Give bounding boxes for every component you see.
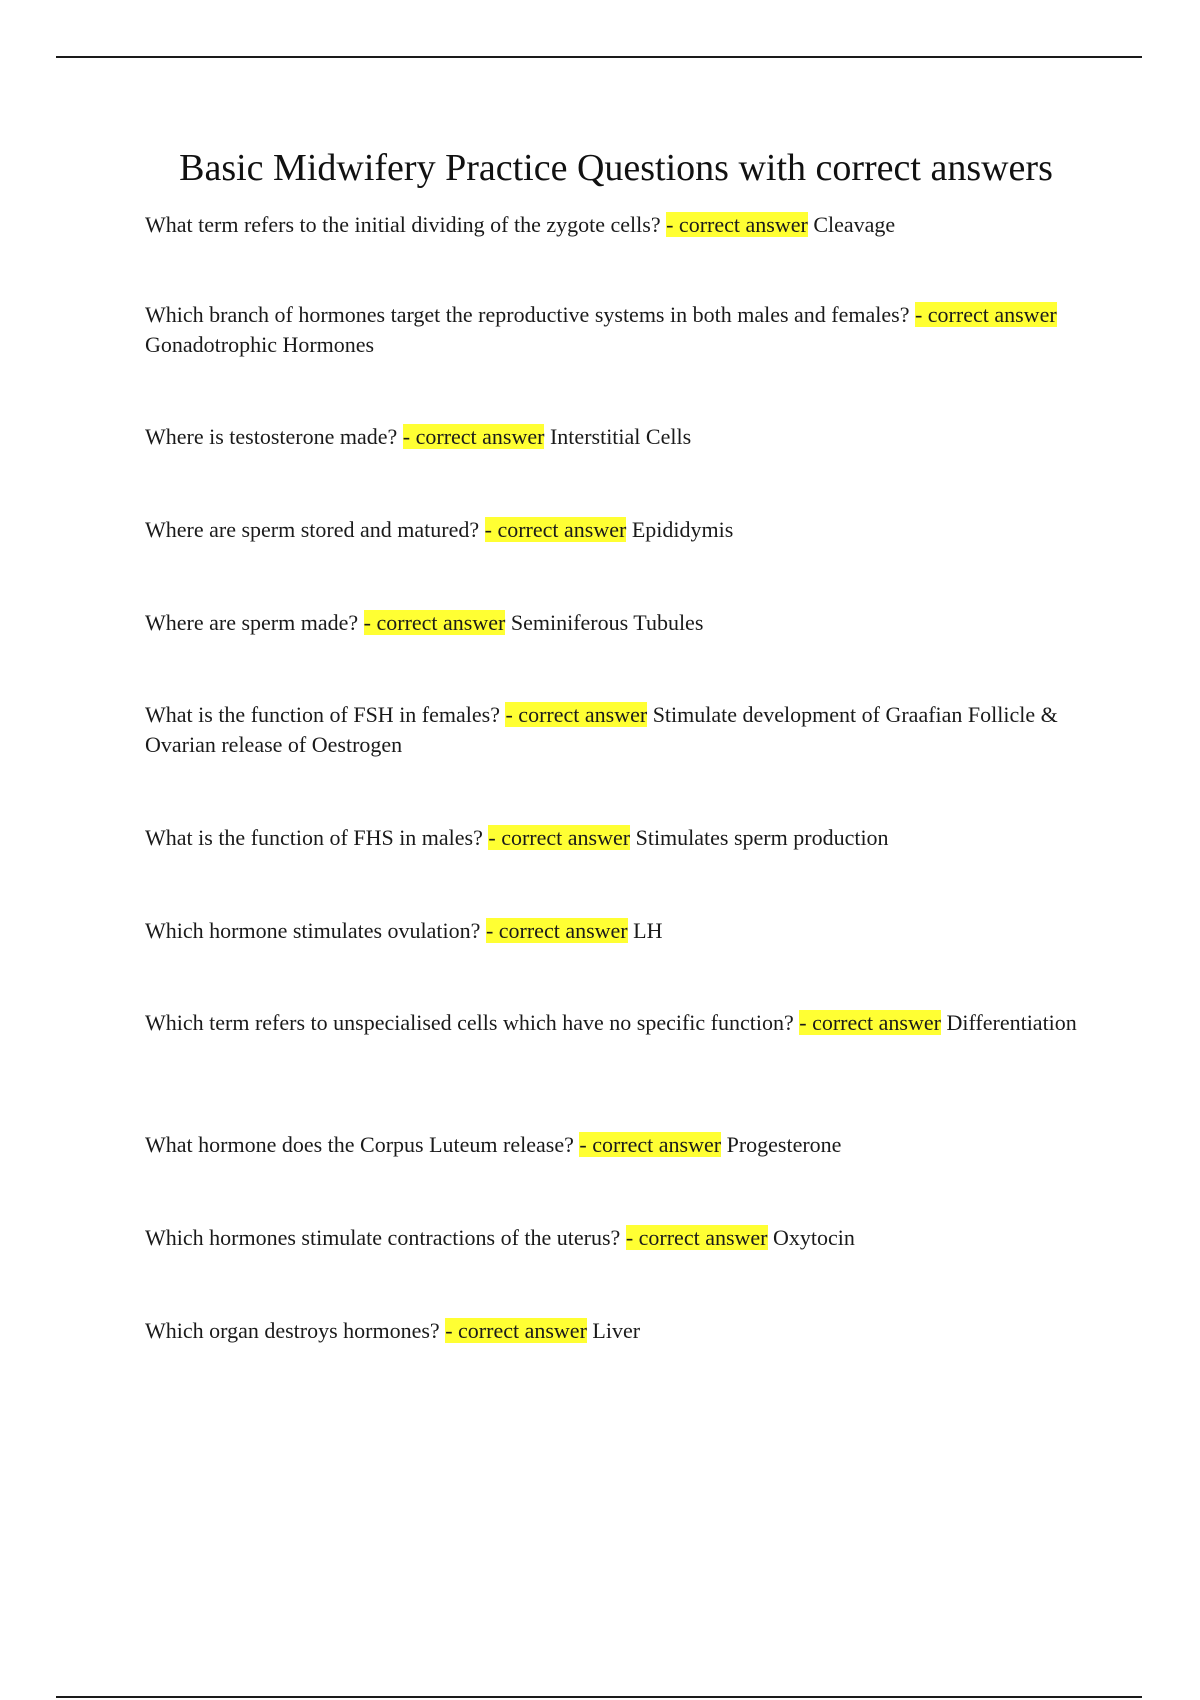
list-item [145, 608, 1085, 638]
question-text: Which organ destroys hormones? [145, 1318, 440, 1343]
list-item [145, 823, 1085, 853]
question-text: Which term refers to unspecialised cells which have no specific function? [145, 1010, 794, 1035]
question-text: Where are sperm made? [145, 610, 359, 635]
correct-answer-marker: - correct answer [363, 610, 506, 635]
question-text: What is the function of FHS in males? [145, 825, 483, 850]
answer-text: Seminiferous Tubules [510, 610, 704, 635]
correct-answer-marker: - correct answer [402, 424, 545, 449]
correct-answer-marker: - correct answer [799, 1010, 941, 1035]
question-text: Where are sperm stored and matured? [145, 517, 480, 542]
question-text: Where is testosterone made? [145, 424, 398, 449]
list-item [145, 300, 1085, 360]
answer-text: Progesterone [726, 1132, 842, 1157]
bottom-rule [56, 1696, 1142, 1698]
correct-answer-marker: - correct answer [505, 702, 648, 727]
correct-answer-marker: - correct answer [666, 212, 808, 237]
question-text: Which hormone stimulates ovulation? [145, 918, 481, 943]
correct-answer-marker: - correct answer [445, 1318, 587, 1343]
list-item [145, 700, 1085, 760]
correct-answer-marker: - correct answer [579, 1132, 722, 1157]
answer-text: Epididymis [631, 517, 734, 542]
answer-text: Liver [592, 1318, 641, 1343]
list-item [145, 1130, 1085, 1160]
answer-text: Gonadotrophic Hormones [145, 332, 375, 357]
list-item [145, 422, 1085, 452]
answer-text: Oxytocin [773, 1225, 855, 1250]
page-title: Basic Midwifery Practice Questions with correct answers [179, 147, 1053, 189]
list-item [145, 1223, 1085, 1253]
correct-answer-marker: - correct answer [485, 918, 628, 943]
question-text: What term refers to the initial dividing of the zygote cells? [145, 212, 661, 237]
correct-answer-marker: - correct answer [625, 1225, 768, 1250]
top-rule [56, 56, 1142, 58]
list-item [145, 916, 1085, 946]
correct-answer-marker: - correct answer [488, 825, 631, 850]
question-text: Which branch of hormones target the reproductive systems in both males and females? [145, 302, 910, 327]
correct-answer-marker: - correct answer [484, 517, 627, 542]
correct-answer-marker: - correct answer [914, 302, 1057, 327]
list-item [145, 210, 1085, 240]
list-item [145, 1008, 1085, 1038]
question-text: What is the function of FSH in females? [145, 702, 500, 727]
answer-text: Interstitial Cells [549, 424, 692, 449]
answer-text: Stimulate development of Graafian Follicle & Ovarian release of Oestrogen [145, 702, 1058, 757]
answer-text: Differentiation [946, 1010, 1077, 1035]
answer-text: Stimulates sperm production [635, 825, 889, 850]
list-item [145, 515, 1085, 545]
question-text: What hormone does the Corpus Luteum release? [145, 1132, 574, 1157]
list-item [145, 1316, 1085, 1346]
answer-text: Cleavage [813, 212, 896, 237]
answer-text: LH [633, 918, 663, 943]
question-text: Which hormones stimulate contractions of the uterus? [145, 1225, 621, 1250]
